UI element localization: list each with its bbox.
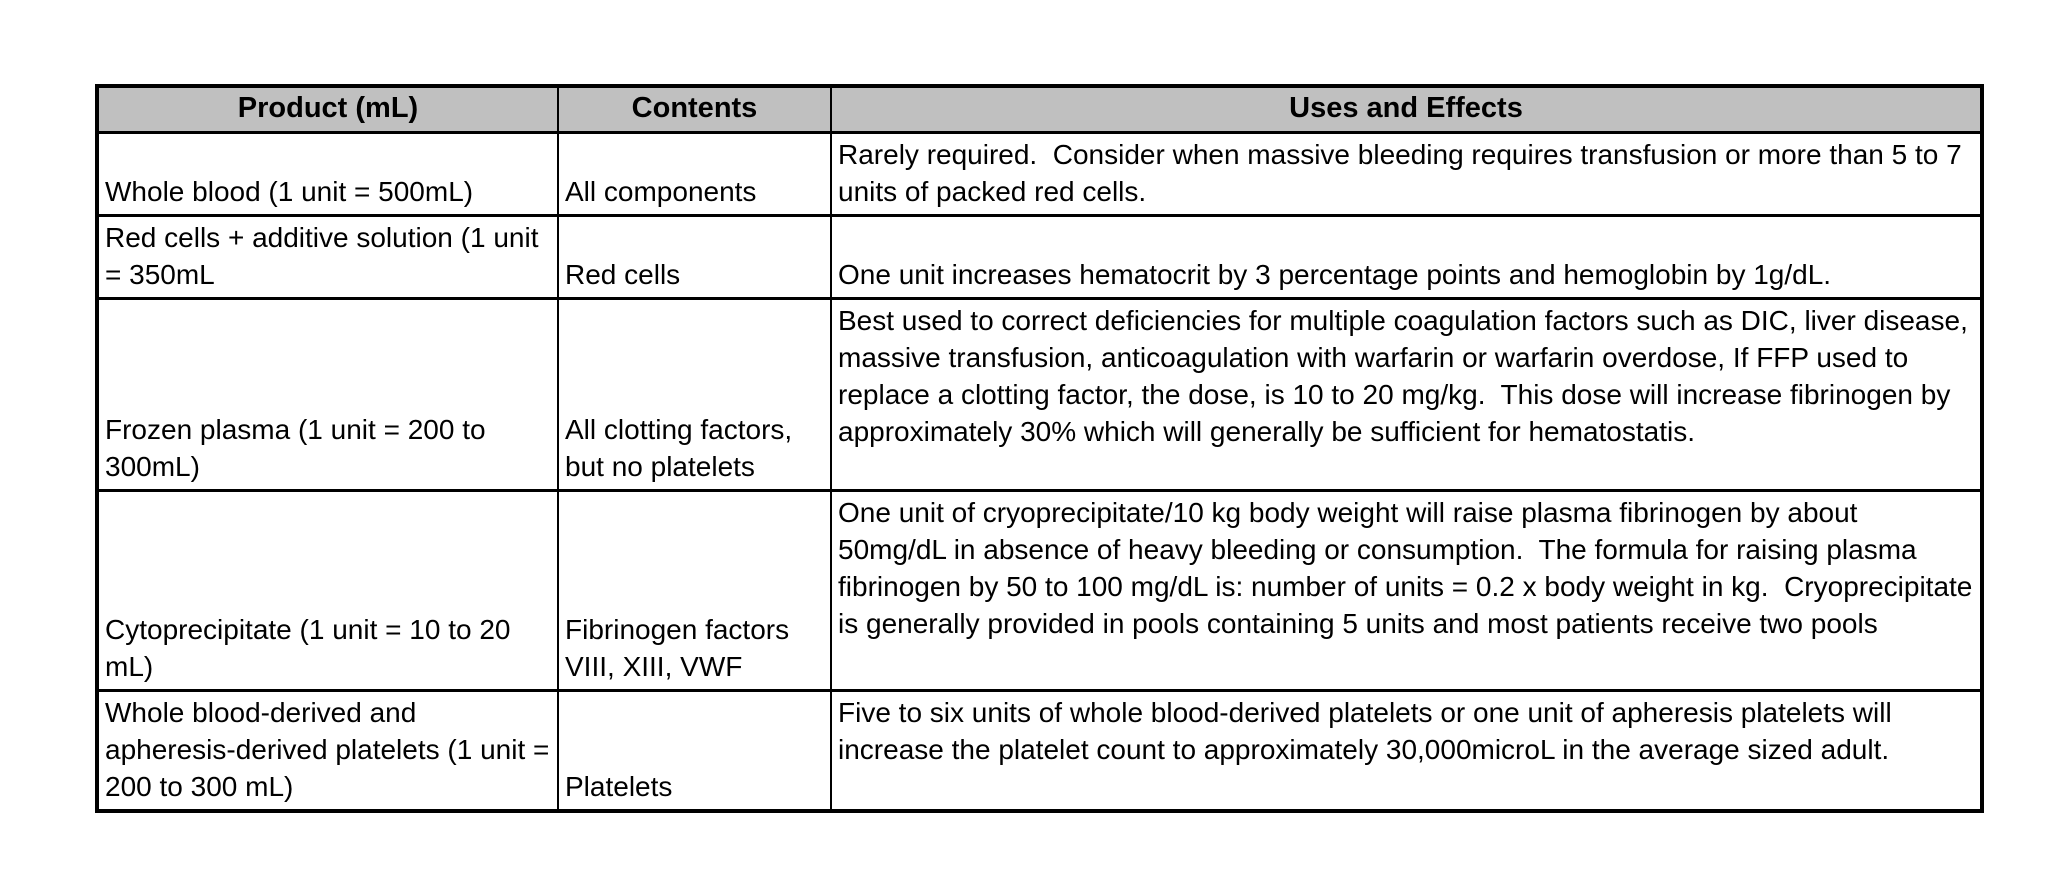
uses-cell: One unit of cryoprecipitate/10 kg body weight will raise plasma fibrinogen by about 50mg/dL in absence of heavy bleeding or consumption. The formula for raising plasma fibrinogen by 50 to 100 mg/dL is: number of units = 0.2 x body weight in kg. Cryoprecipitate is generally provided in pools containing 5 units and most patients receive two pools (831, 491, 1982, 691)
table-row-cytoprecipitate (97, 491, 1982, 691)
header-row (97, 86, 1982, 133)
contents-cell: Platelets (558, 691, 831, 812)
uses-cell: Rarely required. Consider when massive bleeding requires transfusion or more than 5 to 7 units of packed red cells. (831, 133, 1982, 216)
blood-products-table (95, 84, 1984, 813)
product-cell: Whole blood (1 unit = 500mL) (97, 133, 558, 216)
table-row-red-cells (97, 216, 1982, 299)
contents-cell: All clotting factors, but no platelets (558, 299, 831, 491)
product-cell: Cytoprecipitate (1 unit = 10 to 20 mL) (97, 491, 558, 691)
table-row-whole-blood (97, 133, 1982, 216)
contents-cell: All components (558, 133, 831, 216)
contents-cell: Red cells (558, 216, 831, 299)
column-header-uses: Uses and Effects (831, 86, 1982, 133)
product-cell: Whole blood-derived and apheresis-derived platelets (1 unit = 200 to 300 mL) (97, 691, 558, 812)
uses-cell: Best used to correct deficiencies for multiple coagulation factors such as DIC, liver disease, massive transfusion, anticoagulation with warfarin or warfarin overdose, If FFP used to replace a clotting factor, the dose, is 10 to 20 mg/kg. This dose will increase fibrinogen by approximately 30% which will generally be sufficient for hematostatis. (831, 299, 1982, 491)
contents-cell: Fibrinogen factors VIII, XIII, VWF (558, 491, 831, 691)
column-header-contents: Contents (558, 86, 831, 133)
table-row-frozen-plasma (97, 299, 1982, 491)
uses-cell: Five to six units of whole blood-derived platelets or one unit of apheresis platelets will increase the platelet count to approximately 30,000microL in the average sized adult. (831, 691, 1982, 812)
product-cell: Frozen plasma (1 unit = 200 to 300mL) (97, 299, 558, 491)
table-row-platelets (97, 691, 1982, 812)
product-cell: Red cells + additive solution (1 unit = 350mL (97, 216, 558, 299)
column-header-product: Product (mL) (97, 86, 558, 133)
uses-cell: One unit increases hematocrit by 3 percentage points and hemoglobin by 1g/dL. (831, 216, 1982, 299)
